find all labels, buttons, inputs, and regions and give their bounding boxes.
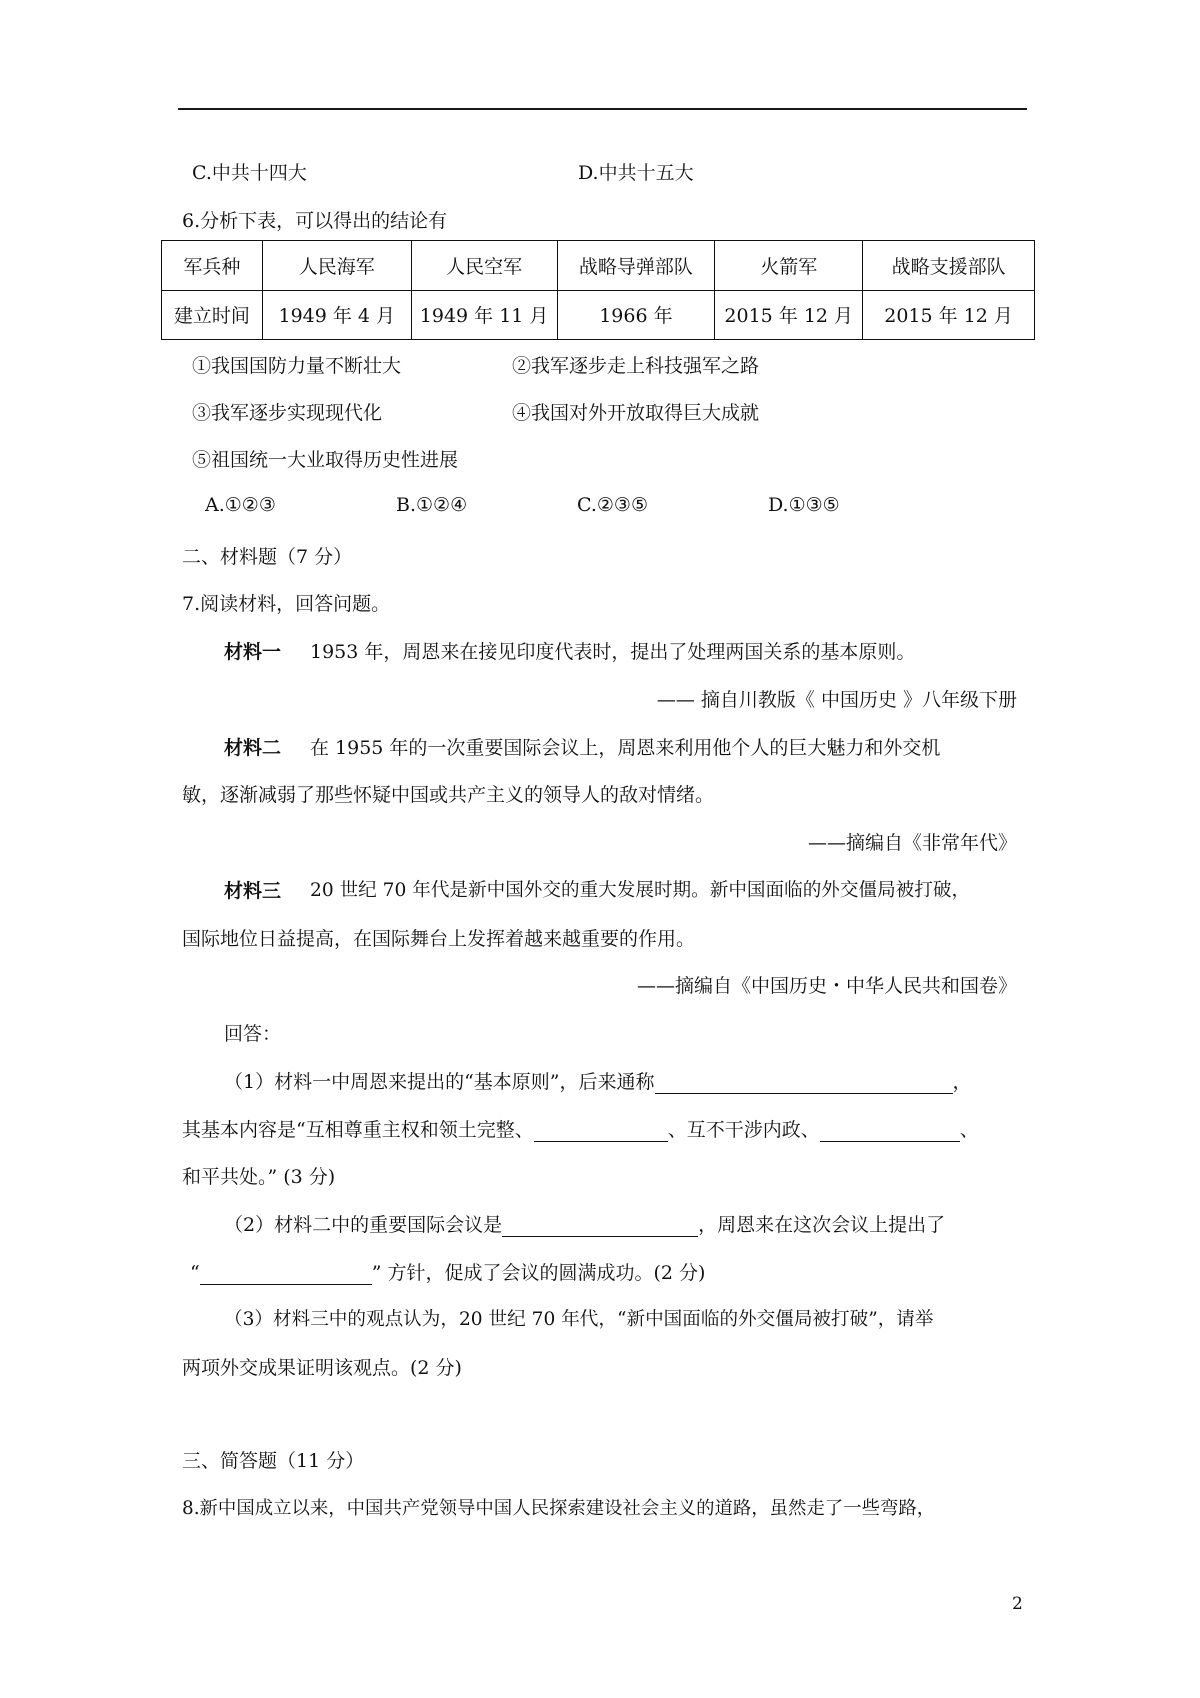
army-table [161, 240, 1035, 340]
statement-2: ②我军逐步走上科技强军之路 [512, 355, 760, 377]
answer-blank[interactable] [655, 1071, 953, 1094]
header-rule [178, 108, 1027, 110]
answer-label: 回答： [224, 1023, 282, 1045]
table-cell: 2015 年 12 月 [863, 290, 1035, 340]
material-text: 敏，逐渐减弱了那些怀疑中国或共产主义的领导人的敌对情绪。 [182, 784, 715, 806]
table-cell: 火箭军 [715, 241, 863, 291]
question-text: 8.新中国成立以来，中国共产党领导中国人民探索建设社会主义的道路，虽然走了一些弯路， [182, 1498, 936, 1519]
material-label: 材料三 [224, 880, 282, 902]
question-part: ” 方针，促成了会议的圆满成功。(2 分) [371, 1262, 706, 1284]
table-row [162, 290, 1035, 340]
q7-stem: 7.阅读材料，回答问题。 [182, 593, 391, 615]
answer-blank[interactable] [820, 1119, 960, 1142]
table-cell: 战略支援部队 [863, 241, 1035, 291]
statement-1: ①我国国防力量不断壮大 [192, 355, 402, 377]
table-cell: 建立时间 [162, 290, 263, 340]
option-d: D.①③⑤ [768, 494, 840, 516]
statement-5: ⑤祖国统一大业取得历史性进展 [192, 449, 459, 471]
question-part: （1）材料一中周恩来提出的“基本原则”，后来通称 [224, 1071, 655, 1093]
question-text [224, 1067, 972, 1094]
table-cell: 战略导弹部队 [557, 241, 715, 291]
option-d: D.中共十五大 [578, 162, 694, 184]
material-text: 国际地位日益提高，在国际舞台上发挥着越来越重要的作用。 [182, 928, 696, 950]
question-text [190, 1258, 705, 1285]
answer-blank[interactable] [502, 1214, 698, 1237]
question-part: “ [190, 1262, 200, 1284]
question-text [224, 1210, 945, 1237]
table-cell: 1949 年 11 月 [411, 290, 557, 340]
option-a: A.①②③ [205, 494, 276, 516]
punct: ， [952, 1071, 972, 1093]
statement-4: ④我国对外开放取得巨大成就 [512, 402, 760, 424]
question-part: 、互不干涉内政、 [667, 1119, 820, 1141]
material-source: ——摘编自《中国历史・中华人民共和国卷》 [636, 975, 1017, 997]
answer-blank[interactable] [534, 1119, 668, 1142]
question-part: 其基本内容是“互相尊重主权和领土完整、 [182, 1119, 534, 1141]
q6-stem: 6.分析下表，可以得出的结论有 [182, 210, 448, 232]
material-label: 材料二 [224, 737, 282, 759]
table-cell: 1966 年 [557, 290, 715, 340]
question-part: （2）材料二中的重要国际会议是 [224, 1214, 503, 1236]
question-text: （3）材料三中的观点认为，20 世纪 70 年代，“新中国面临的外交僵局被打破”，请举 [224, 1309, 934, 1330]
question-text: 和平共处。” (3 分) [182, 1166, 336, 1188]
question-part: 、 [959, 1119, 979, 1141]
page-number: 2 [1012, 1594, 1023, 1614]
material-text: 20 世纪 70 年代是新中国外交的重大发展时期。新中国面临的外交僵局被打破， [310, 880, 971, 901]
section-title: 二、材料题（7 分） [182, 546, 353, 568]
table-cell: 人民海军 [262, 241, 411, 291]
table-cell: 人民空军 [411, 241, 557, 291]
option-b: B.①②④ [396, 494, 468, 516]
table-cell: 军兵种 [162, 241, 263, 291]
question-text [182, 1115, 979, 1142]
material-text: 1953 年，周恩来在接见印度代表时，提出了处理两国关系的基本原则。 [310, 641, 916, 663]
table-cell: 1949 年 4 月 [262, 290, 411, 340]
table-cell: 2015 年 12 月 [715, 290, 863, 340]
answer-blank[interactable] [200, 1262, 372, 1285]
option-c: C.中共十四大 [192, 162, 307, 184]
table-header-row [162, 241, 1035, 291]
material-label: 材料一 [224, 641, 282, 663]
section-title: 三、简答题（11 分） [182, 1450, 365, 1472]
material-text: 在 1955 年的一次重要国际会议上，周恩来利用他个人的巨大魅力和外交机 [310, 737, 941, 759]
material-source: ——摘编自《非常年代》 [807, 832, 1017, 854]
question-text: 两项外交成果证明该观点。(2 分) [182, 1357, 462, 1379]
option-c: C.②③⑤ [577, 494, 648, 516]
statement-3: ③我军逐步实现现代化 [192, 402, 383, 424]
material-source: —— 摘自川教版《 中国历史 》八年级下册 [656, 689, 1017, 711]
question-part: ，周恩来在这次会议上提出了 [698, 1214, 946, 1236]
